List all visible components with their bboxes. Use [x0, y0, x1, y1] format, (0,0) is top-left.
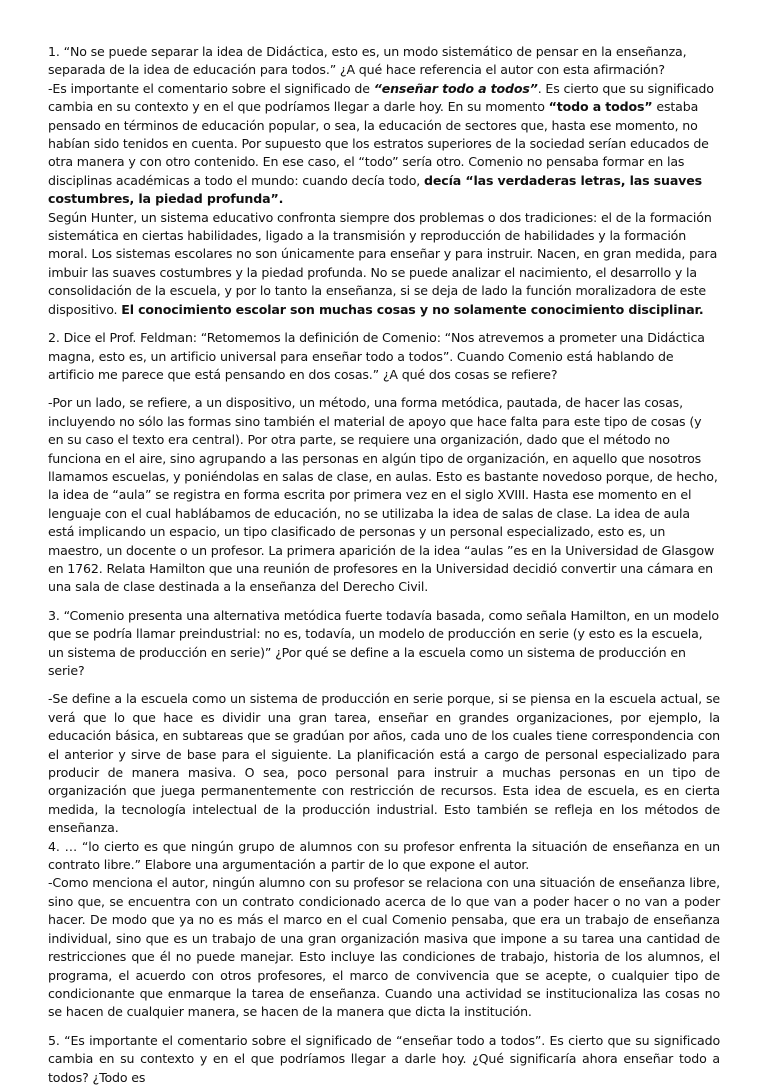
emphasis-ensenar-todo: “enseñar todo a todos”	[373, 80, 538, 96]
question-5: 5. “Es importante el comentario sobre el significado de “enseñar todo a todos”. Es cierto que su significado cambia en su contexto y en el que podríamos llegar a darle hoy. ¿Qué significaría ahora enseñar todo a todos? ¿Todo es	[48, 1032, 720, 1085]
emphasis-todo-a-todos: “todo a todos”	[548, 99, 653, 115]
answer-1-paragraph-1: -Es importante el comentario sobre el significado de “enseñar todo a todos”. Es cierto que su significado cambia en su contexto y en el que podríamos llegar a darle hoy. En su momento “todo a todos” estaba pensado en términos de educación popular, o sea, la educación de sectores que, hasta ese momento, no habían sido tenidos en cuenta. Por supuesto que los estratos superiores de la sociedad serían educados de otra manera y con otro contenido. En ese caso, el “todo” sería otro. Comenio no pensaba formar en las disciplinas académicas a todo el mundo: cuando decía todo, decía “las verdaderas letras, las suaves costumbres, la piedad profunda”.	[48, 80, 714, 207]
answer-4: -Como menciona el autor, ningún alumno con su profesor se relaciona con una situación de enseñanza libre, sino que, se encuentra con un contrato condicionado acerca de lo que van a poder hacer o no van a poder hacer. De modo que ya no es más el marco en el cual Comenio pensaba, que era un trabajo de enseñanza individual, sino que es un trabajo de una gran organización masiva que impone a su tarea una cantidad de restricciones que él no puede manejar. Esto incluye las condiciones de trabajo, historia de los alumnos, el programa, el acuerdo con otros profesores, el marco de convivencia que se acepte, o cualquier tipo de condicionante que enmarque la tarea de enseñanza. Cuando una actividad se institucionaliza las cosas no se hacen de cualquier manera, se hacen de la manera que dicta la institución.	[48, 875, 720, 1020]
answer-1-paragraph-2: Según Hunter, un sistema educativo confronta siempre dos problemas o dos tradiciones: el de la formación sistemática en ciertas habilidades, ligado a la transmisión y reproducción de habilidades y la formación moral. Los sistemas escolares no son únicamente para enseñar y para instruir. Nacen, en gran medida, para imbuir las suaves costumbres y la piedad profunda. No se puede analizar el nacimiento, el desarrollo y la consolidación de la escuela, y por lo tanto la enseñanza, si se deja de lado la función moralizadora de este dispositivo. El conocimiento escolar son muchas cosas y no solamente conocimiento disciplinar.	[48, 209, 718, 317]
question-2: 2. Dice el Prof. Feldman: “Retomemos la definición de Comenio: “Nos atrevemos a prometer una Didáctica magna, esto es, un artificio universal para enseñar todo a todos”. Cuando Comenio está hablando de artificio me parece que está pensando en dos cosas.” ¿A qué dos cosas se refiere?	[48, 330, 705, 382]
answer-3: -Se define a la escuela como un sistema de producción en serie porque, si se piensa en la escuela actual, se verá que lo que hace es dividir una gran tarea, enseñar en grandes organizaciones, por ejemplo, la educación básica, en subtareas que se gradúan por años, cada uno de los cuales tiene correspondencia con el anterior y sirve de base para el siguiente. La planificación está a cargo de personal especializado para producir de manera masiva. O sea, poco personal para instruir a muchas personas en un tipo de organización que juega permanentemente con restricción de recursos. Esta idea de escuela, es en cierta medida, la tecnología intelectual de la producción industrial. Esto también se refleja en los métodos de enseñanza.	[48, 691, 720, 836]
question-3: 3. “Comenio presenta una alternativa metódica fuerte todavía basada, como señala Hamilton, en un modelo que se podría llamar preindustrial: no es, todavía, un modelo de producción en serie (y esto es la escuela, un sistema de producción en serie)” ¿Por qué se define a la escuela como un sistema de producción en serie?	[48, 607, 719, 678]
question-1: 1. “No se puede separar la idea de Didáctica, esto es, un modo sistemático de pensar en la enseñanza, separada de la idea de educación para todos.” ¿A qué hace referencia el autor con esta afirmación?	[48, 44, 687, 78]
answer-2: -Por un lado, se refiere, a un dispositivo, un método, una forma metódica, pautada, de hacer las cosas, incluyendo no sólo las formas sino también el material de apoyo que hace falta para este tipo de cosas (y en su caso el texto era central). Por otra parte, se requiere una organización, dado que el método no funciona en el aire, sino agrupando a las personas en algún tipo de organización, en aquello que nosotros llamamos escuelas, y poniéndolas en salas de clase, en aulas. Esto es bastante novedoso porque, de hecho, la idea de “aula” se registra en forma escrita por primera vez en el siglo XVIII. Hasta ese momento en el lenguaje con el cual hablábamos de educación, no se utilizaba la idea de salas de clase. La idea de aula está implicando un espacio, un tipo clasificado de personas y un personal especializado, esto es, un maestro, un docente o un profesor. La primera aparición de la idea “aulas ”es en la Universidad de Glasgow en 1762. Relata Hamilton que una reunión de profesores en la Universidad decidió convertir una cámara en una sala de clase destinada a la enseñanza del Derecho Civil.	[48, 395, 718, 595]
emphasis-verdaderas-letras: decía “las verdaderas letras, las suaves costumbres, la piedad profunda”.	[48, 172, 702, 207]
emphasis-conocimiento-escolar: El conocimiento escolar son muchas cosas y no solamente conocimiento disciplinar.	[121, 301, 704, 317]
question-4: 4. … “lo cierto es que ningún grupo de alumnos con su profesor enfrenta la situación de enseñanza en un contrato libre.” Elabore una argumentación a partir de lo que expone el autor.	[48, 838, 720, 873]
